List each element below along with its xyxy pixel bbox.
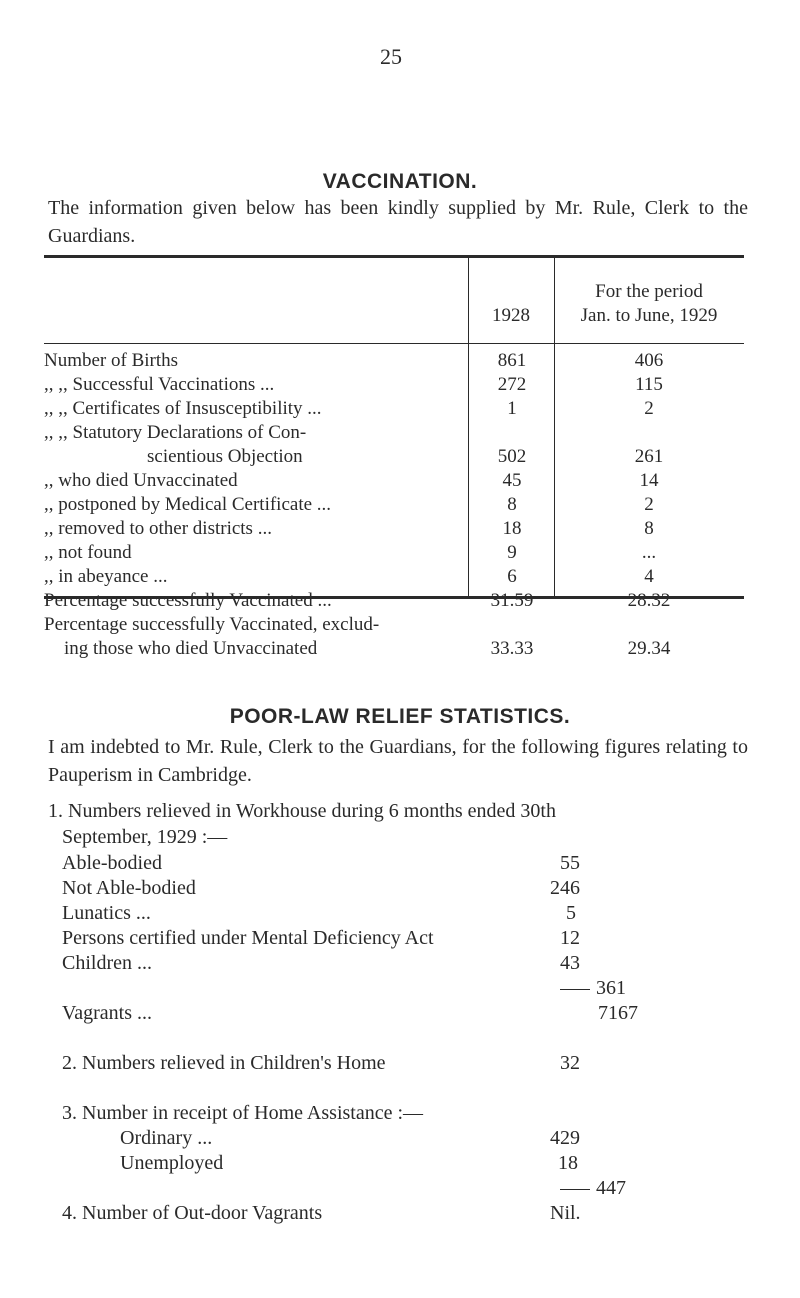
- header-1928: 1928: [492, 305, 530, 326]
- row-value-1929: ...: [641, 542, 657, 563]
- row-label: Percentage successfully Vaccinated ...: [44, 590, 332, 611]
- row-label: ,, ,, Statutory Declarations of Con-: [44, 422, 307, 443]
- item1-heading-cont: September, 1929 :—: [62, 826, 228, 848]
- row-label: scientious Objection: [147, 446, 303, 467]
- item3-row-label: Ordinary ...: [120, 1127, 213, 1149]
- item2-label: 2. Numbers relieved in Children's Home: [62, 1052, 386, 1074]
- item1-row-label: Children ...: [62, 952, 152, 974]
- row-value-1928: 861: [497, 350, 527, 371]
- item4-label: 4. Number of Out-door Vagrants: [62, 1202, 323, 1224]
- item1-heading: 1. Numbers relieved in Workhouse during 6 months ended 30th: [48, 800, 556, 822]
- item1-row-value: 246: [550, 877, 580, 899]
- row-value-1929: 2: [644, 398, 654, 419]
- header-period-line1: For the period: [595, 281, 703, 302]
- item3-row-value: 429: [550, 1127, 580, 1149]
- row-value-1928: 31.59: [490, 590, 534, 611]
- row-label: ,, who died Unvaccinated: [44, 470, 238, 491]
- item3-total-value: 447: [596, 1177, 626, 1199]
- row-value-1929: 8: [644, 518, 654, 539]
- row-value-1929: 4: [644, 566, 654, 587]
- item2-value: 32: [560, 1052, 580, 1074]
- vaccination-table: [44, 255, 744, 600]
- item1-row-label: Not Able-bodied: [62, 877, 196, 899]
- vaccination-title: VACCINATION.: [322, 170, 478, 193]
- row-value-1928: 1: [507, 398, 517, 419]
- item1-row-value: 12: [560, 927, 580, 949]
- row-label: ing those who died Unvaccinated: [64, 638, 318, 659]
- row-label: Percentage successfully Vaccinated, exclud-: [44, 614, 380, 635]
- row-value-1929: 14: [639, 470, 659, 491]
- header-period-line2: Jan. to June, 1929: [580, 305, 718, 326]
- total-dash: [560, 989, 590, 990]
- row-value-1928: 45: [502, 470, 522, 491]
- item3-row-label: Unemployed: [120, 1152, 224, 1174]
- vagrants-label: Vagrants ...: [62, 1002, 152, 1024]
- vaccination-intro: The information given below has been kindly supplied by Mr. Rule, Clerk to the Guardians.: [48, 197, 748, 247]
- row-value-1928: 272: [497, 374, 527, 395]
- item3-row-value: 18: [558, 1152, 578, 1174]
- poor-law-intro: I am indebted to Mr. Rule, Clerk to the Guardians, for the following figures relating to Pauperism in Cambridge.: [48, 736, 748, 786]
- item1-row-value: 55: [560, 852, 580, 874]
- row-value-1929: 115: [635, 374, 663, 395]
- item1-row-label: Lunatics ...: [62, 902, 151, 924]
- row-label: ,, ,, Certificates of Insusceptibility ...: [44, 398, 322, 419]
- row-value-1929: 261: [634, 446, 664, 467]
- item1-total-value: 361: [596, 977, 626, 999]
- poor-law-title: POOR-LAW RELIEF STATISTICS.: [229, 705, 571, 728]
- row-label: ,, removed to other districts ...: [44, 518, 272, 539]
- table-top-rule: [44, 255, 744, 258]
- row-value-1929: 28.32: [627, 590, 671, 611]
- row-label: ,, postponed by Medical Certificate ...: [44, 494, 332, 515]
- header-rule: [44, 343, 744, 344]
- row-label: ,, not found: [44, 542, 132, 563]
- row-value-1928: 6: [507, 566, 517, 587]
- item1-row-value: 43: [560, 952, 580, 974]
- total-dash: [560, 1189, 590, 1190]
- row-label: ,, ,, Successful Vaccinations ...: [44, 374, 275, 395]
- row-value-1929: 406: [634, 350, 664, 371]
- item1-total: [560, 977, 626, 1000]
- row-value-1928: 502: [497, 446, 527, 467]
- item3-total: [560, 1177, 626, 1200]
- row-label: Number of Births: [44, 350, 179, 371]
- item1-row-label: Persons certified under Mental Deficiency Act: [62, 927, 434, 949]
- row-value-1928: 33.33: [490, 638, 534, 659]
- vagrants-value: 7167: [598, 1002, 638, 1024]
- row-value-1928: 8: [507, 494, 517, 515]
- row-value-1929: 29.34: [627, 638, 671, 659]
- item4-value: Nil.: [550, 1202, 581, 1224]
- row-value-1929: 2: [644, 494, 654, 515]
- item3-label: 3. Number in receipt of Home Assistance :—: [62, 1102, 424, 1124]
- item1-row-value: 5: [566, 902, 576, 924]
- row-label: ,, in abeyance ...: [44, 566, 168, 587]
- row-value-1928: 18: [502, 518, 522, 539]
- page-number: 25: [380, 44, 402, 69]
- row-value-1928: 9: [507, 542, 517, 563]
- item1-row-label: Able-bodied: [62, 852, 162, 874]
